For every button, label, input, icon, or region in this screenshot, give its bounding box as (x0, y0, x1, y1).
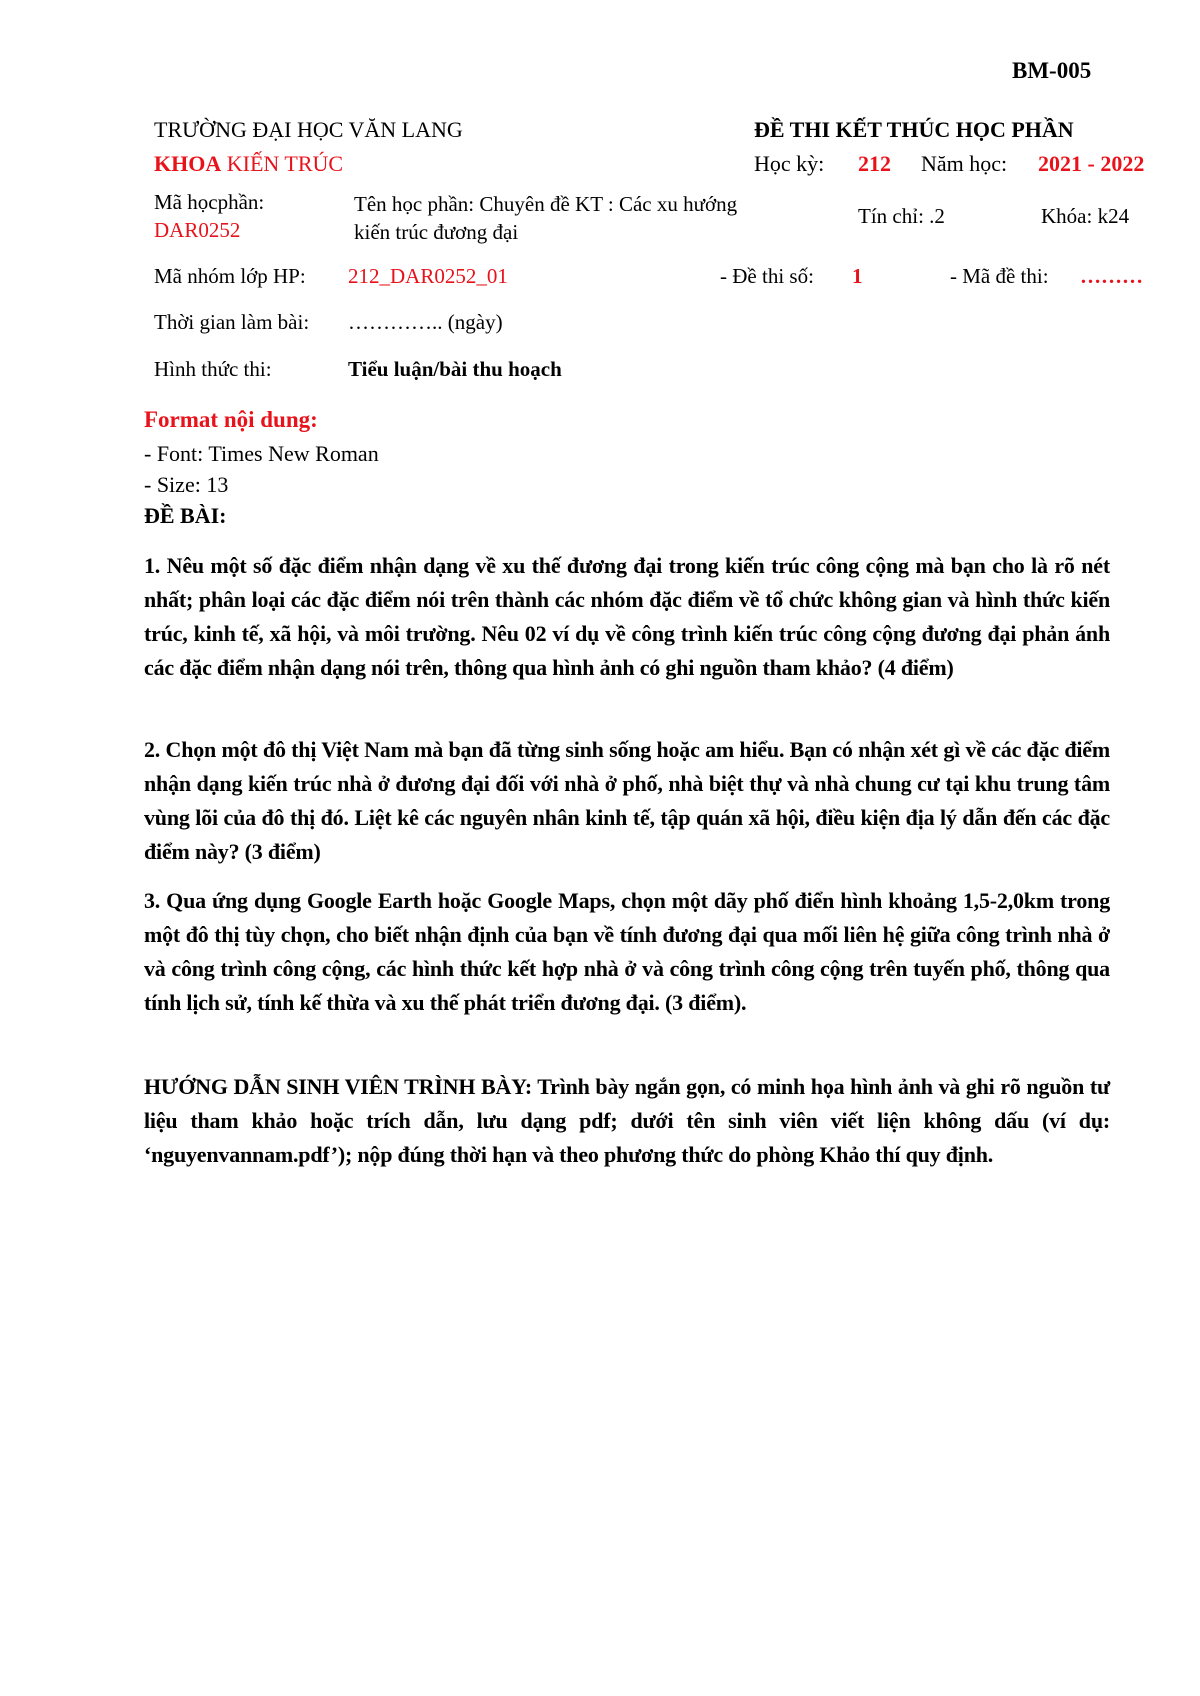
exam-form-label: Hình thức thi: (154, 357, 272, 381)
course-code-label: Mã họcphần: (154, 190, 265, 214)
question-1: 1. Nêu một số đặc điểm nhận dạng về xu thế đương đại trong kiến trúc công cộng mà bạn cho là rõ nét nhất; phân loại các đặc điểm nói trên thành các nhóm đặc điểm về tổ chức không gian và hình thức kiến trúc, kinh tế, xã hội, và môi trường. Nêu 02 ví dụ về công trình kiến trúc công cộng đương đại phản ánh các đặc điểm nhận dạng nói trên, thông qua hình ảnh có ghi nguồn tham khảo? (4 điểm) (144, 553, 1110, 680)
class-group-value: 212_DAR0252_01 (348, 264, 508, 288)
duration-label: Thời gian làm bài: (154, 310, 310, 334)
semester-value: 212 (858, 151, 891, 176)
question-2: 2. Chọn một đô thị Việt Nam mà bạn đã từng sinh sống hoặc am hiểu. Bạn có nhận xét gì về các đặc điểm nhận dạng kiến trúc nhà ở đương đại đối với nhà ở phố, nhà biệt thự và nhà chung cư tại khu trung tâm vùng lõi của đô thị đó. Liệt kê các nguyên nhân kinh tế, tập quán xã hội, điều kiện địa lý dẫn đến các đặc điểm này? (3 điểm) (144, 737, 1110, 864)
task-heading: ĐỀ BÀI: (144, 503, 227, 528)
exam-number-value: 1 (852, 264, 863, 288)
exam-code-value: ……… (1080, 264, 1143, 288)
exam-number-label: - Đề thi số: (720, 264, 814, 288)
year-value: 2021 - 2022 (1038, 151, 1145, 176)
course-name-line1: Tên học phần: Chuyên đề KT : Các xu hướng (354, 192, 738, 216)
university-name: TRƯỜNG ĐẠI HỌC VĂN LANG (154, 117, 463, 142)
form-code: BM-005 (1012, 58, 1092, 83)
faculty-prefix: KHOA (154, 151, 222, 176)
instructions-text: Trình bày ngắn gọn, có minh họa hình ảnh và ghi rõ nguồn tư liệu tham khảo hoặc trích dẫn, lưu dạng pdf; dưới tên sinh viên viết liện không dấu (ví dụ: ‘nguyenvannam.pdf’); nộp đúng thời hạn và theo phương thức do phòng Khảo thí quy định. (144, 1074, 1110, 1167)
class-group-label: Mã nhóm lớp HP: (154, 264, 306, 288)
submission-instructions (144, 1070, 1110, 1172)
course-name-line2: kiến trúc đương đại (354, 220, 519, 244)
instructions-label: HƯỚNG DẪN SINH VIÊN TRÌNH BÀY: (144, 1074, 532, 1099)
exam-code-label: - Mã đề thi: (950, 264, 1049, 288)
year-label: Năm học: (921, 151, 1008, 176)
faculty-name: KIẾN TRÚC (226, 151, 344, 176)
exam-form-value: Tiểu luận/bài thu hoạch (348, 357, 562, 381)
exam-title: ĐỀ THI KẾT THÚC HỌC PHẦN (754, 117, 1074, 142)
course-name (354, 190, 804, 246)
course-code-value: DAR0252 (154, 218, 241, 242)
cohort: Khóa: k24 (1041, 204, 1130, 228)
faculty (154, 151, 343, 177)
format-font: - Font: Times New Roman (144, 441, 379, 466)
question-3: 3. Qua ứng dụng Google Earth hoặc Google Maps, chọn một dãy phố điển hình khoảng 1,5-2,0km trong một đô thị tùy chọn, cho biết nhận định của bạn về tính đương đại qua mối liên hệ giữa công trình nhà ở và công trình công cộng, các hình thức kết hợp nhà ở và công trình công cộng trên tuyến phố, thông qua tính lịch sử, tính kế thừa và xu thế phát triển đương đại. (3 điểm). (144, 888, 1110, 1015)
format-size: - Size: 13 (144, 472, 229, 497)
duration-value: ………….. (ngày) (348, 310, 503, 334)
credits: Tín chỉ: .2 (858, 204, 945, 228)
format-title: Format nội dung: (144, 407, 318, 432)
semester-label: Học kỳ: (754, 151, 825, 176)
